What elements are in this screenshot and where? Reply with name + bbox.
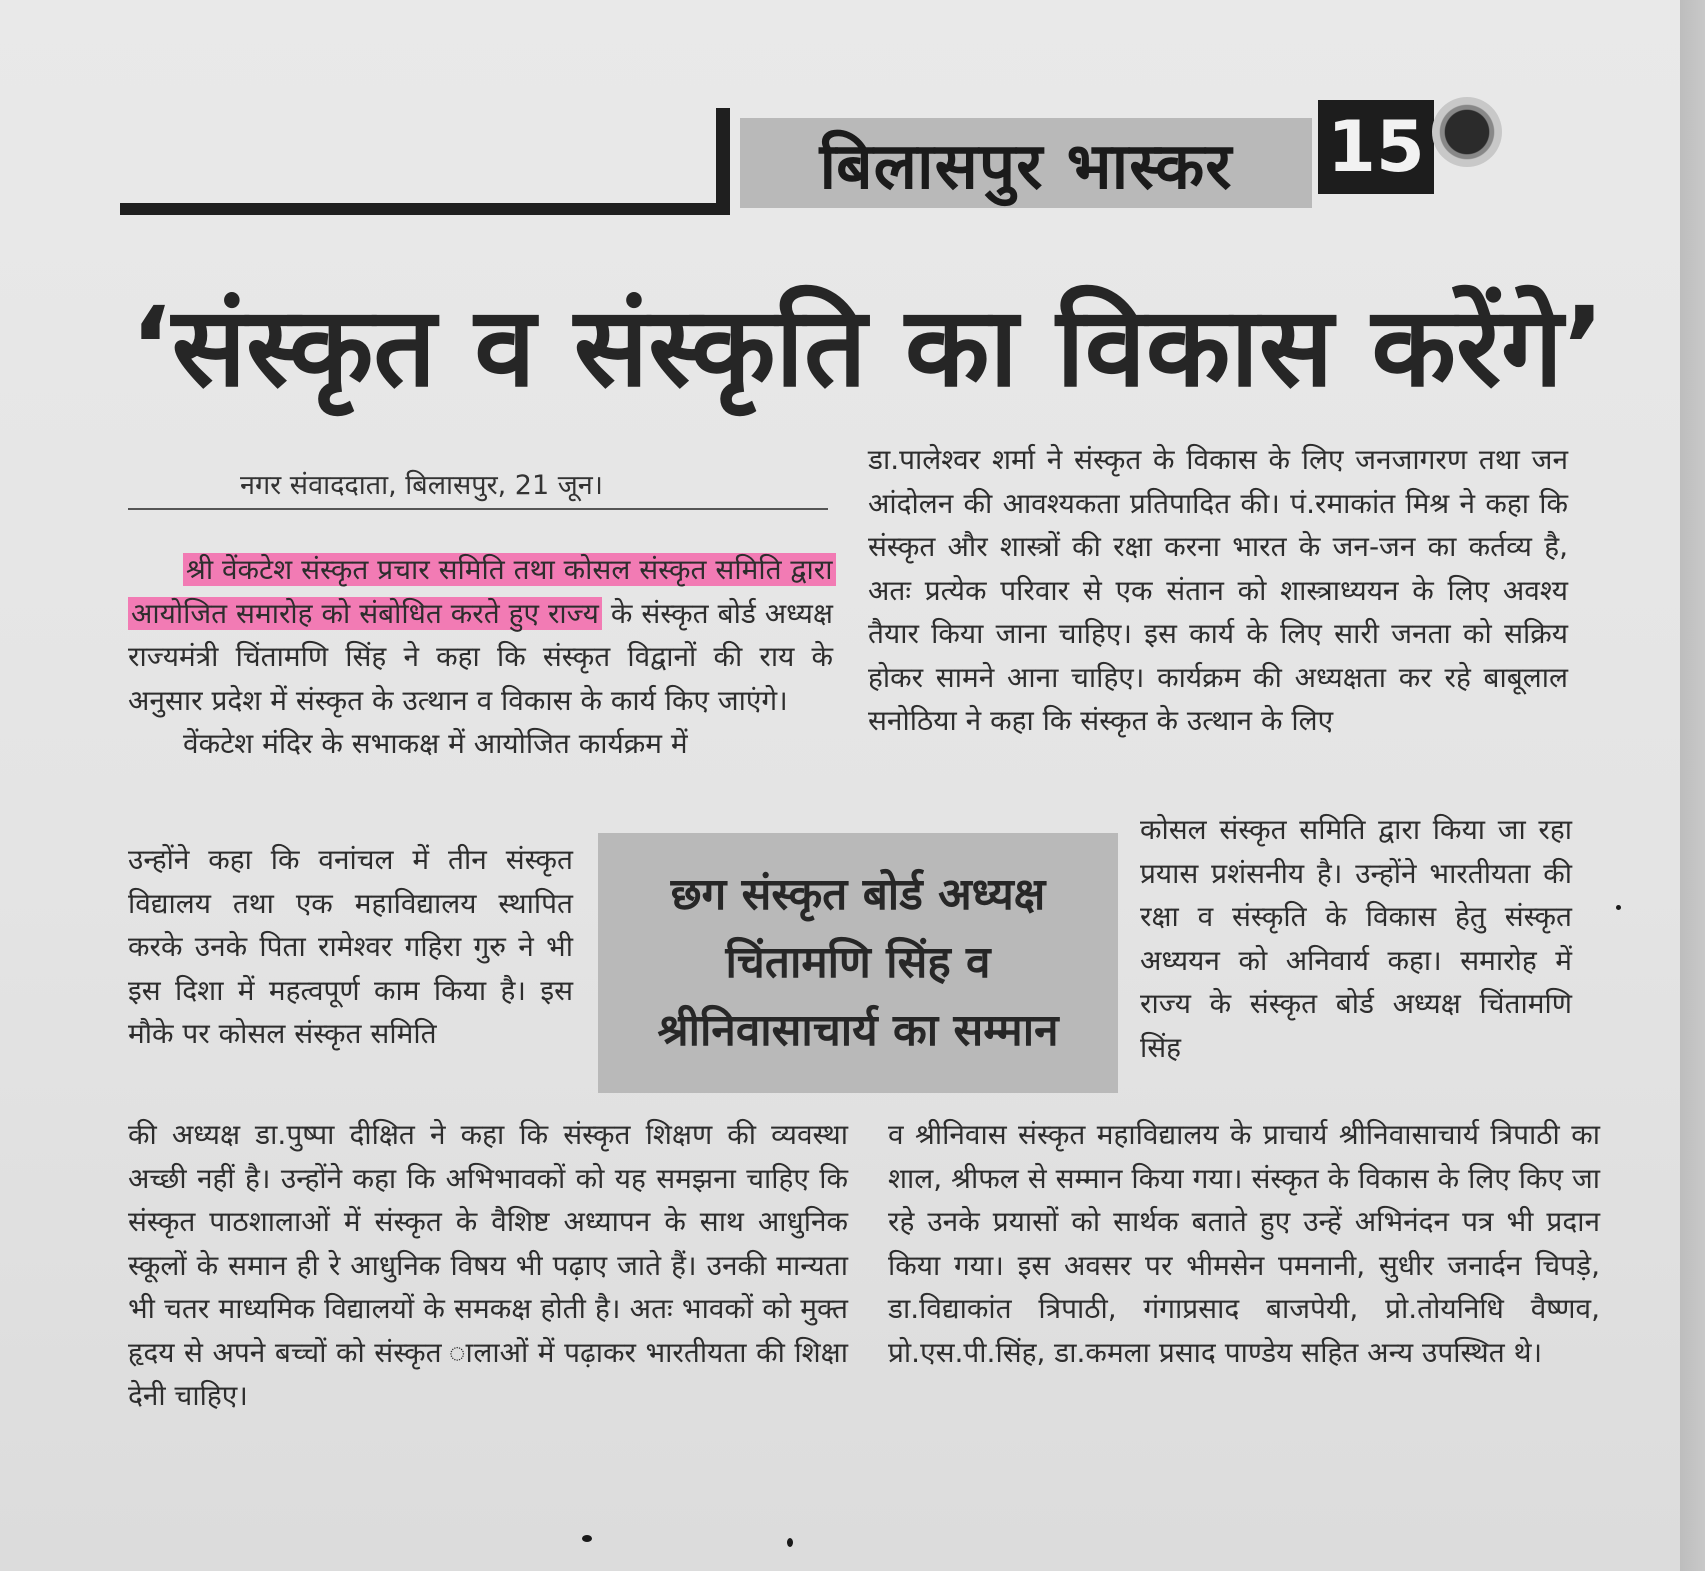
headline: ‘संस्कृत व संस्कृति का विकास करेंगे’ — [130, 283, 1605, 411]
masthead-rule — [120, 203, 730, 215]
ink-speck — [1616, 905, 1621, 910]
article-column-2-top: डा.पालेश्वर शर्मा ने संस्कृत के विकास के लिए जनजागरण तथा जन आंदोलन की आवश्यकता प्रतिपादित की। पं.रमाकांत मिश्र ने कहा कि संस्कृत और शास्त्रों की रक्षा करना भारत के जन-जन का कर्तव्य है, अतः प्रत्येक परिवार से एक संतान को शास्त्राध्ययन के लिए अवश्य तैयार किया जाना चाहिए। इस कार्य के लिए सारी जनता को सक्रिय होकर सामने आना चाहिए। कार्यक्रम की अध्यक्षता कर रहे बाबूलाल सनोठिया ने कहा कि संस्कृत के उत्थान के लिए — [868, 443, 1568, 737]
highlighted-text: श्री वेंकटेश संस्कृत प्रचार समिति तथा कोसल संस्कृत समिति द्वारा आयोजित समारोह को संबोधित करते हुए राज्य — [128, 553, 836, 630]
masthead-box — [740, 118, 1312, 208]
boxed-subheading-line-3: श्रीनिवासाचार्य का सम्मान — [657, 1005, 1059, 1056]
article-column-2-bottom: व श्रीनिवास संस्कृत महाविद्यालय के प्राचार्य श्रीनिवासाचार्य त्रिपाठी का शाल, श्रीफल से सम्मान किया गया। संस्कृत के विकास के लिए किए जा रहे उनके प्रयासों को सार्थक बताते हुए उन्हें अभिनंदन पत्र भी प्रदान किया गया। इस अवसर पर भीमसेन पमनानी, सुधीर जनार्दन चिपड़े, डा.विद्याकांत त्रिपाठी, गंगाप्रसाद बाजपेयी, प्रो.तोयनिधि वैष्णव, प्रो.एस.पी.सिंह, डा.कमला प्रसाद पाण्डेय सहित अन्य उपस्थित थे। — [888, 1118, 1600, 1369]
article-column-1-top — [128, 548, 833, 766]
masthead-title: बिलासपुर भास्कर — [819, 129, 1233, 204]
dateline-rule — [128, 508, 828, 510]
ink-speck — [787, 1538, 793, 1547]
ink-speck — [582, 1535, 592, 1542]
page-edge — [1680, 0, 1705, 1571]
article-column-2-narrow: कोसल संस्कृत समिति द्वारा किया जा रहा प्रयास प्रशंसनीय है। उन्होंने भारतीयता की रक्षा व संस्कृति के विकास हेतु संस्कृत अध्ययन को अनिवार्य कहा। समारोह में राज्य के संस्कृत बोर्ड अध्यक्ष चिंतामणि सिंह — [1140, 813, 1572, 1064]
paragraph-1-text: के संस्कृत बोर्ड अध्यक्ष राज्यमंत्री चिंतामणि सिंह ने कहा कि संस्कृत विद्वानों की राय के अनुसार प्रदेश में संस्कृत के उत्थान व विकास के कार्य किए जाएंगे। — [128, 596, 834, 717]
paragraph-2-lead: वेंकटेश मंदिर के सभाकक्ष में आयोजित कार्यक्रम में — [183, 727, 688, 760]
sun-logo-icon — [1432, 97, 1502, 167]
masthead-bar — [716, 108, 730, 215]
boxed-subheading-line-1: छग संस्कृत बोर्ड अध्यक्ष — [670, 869, 1046, 920]
boxed-subheading-line-2: चिंतामणि सिंह व — [725, 937, 991, 988]
page-number: 15 — [1318, 100, 1434, 194]
boxed-subheading — [598, 833, 1118, 1093]
article-column-1-bottom: की अध्यक्ष डा.पुष्पा दीक्षित ने कहा कि संस्कृत शिक्षण की व्यवस्था अच्छी नहीं है। उन्होंने कहा कि अभिभावकों को यह समझना चाहिए कि संस्कृत पाठशालाओं में संस्कृत के वैशिष्ट अध्यापन के साथ आधुनिक स्कूलों के समान ही रे आधुनिक विषय भी पढ़ाए जाते हैं। उनकी मान्यता भी चतर माध्यमिक विद्यालयों के समकक्ष होती है। अतः भावकों को मुक्त हृदय से अपने बच्चों को संस्कृत ालाओं में पढ़ाकर भारतीयता की शिक्षा देनी चाहिए। — [128, 1118, 848, 1412]
dateline: नगर संवाददाता, बिलासपुर, 21 जून। — [240, 470, 603, 501]
article-column-1-narrow: उन्होंने कहा कि वनांचल में तीन संस्कृत विद्यालय तथा एक महाविद्यालय स्थापित करके उनके पिता रामेश्वर गहिरा गुरु ने भी इस दिशा में महत्वपूर्ण काम किया है। इस मौके पर कोसल संस्कृत समिति — [128, 843, 573, 1050]
